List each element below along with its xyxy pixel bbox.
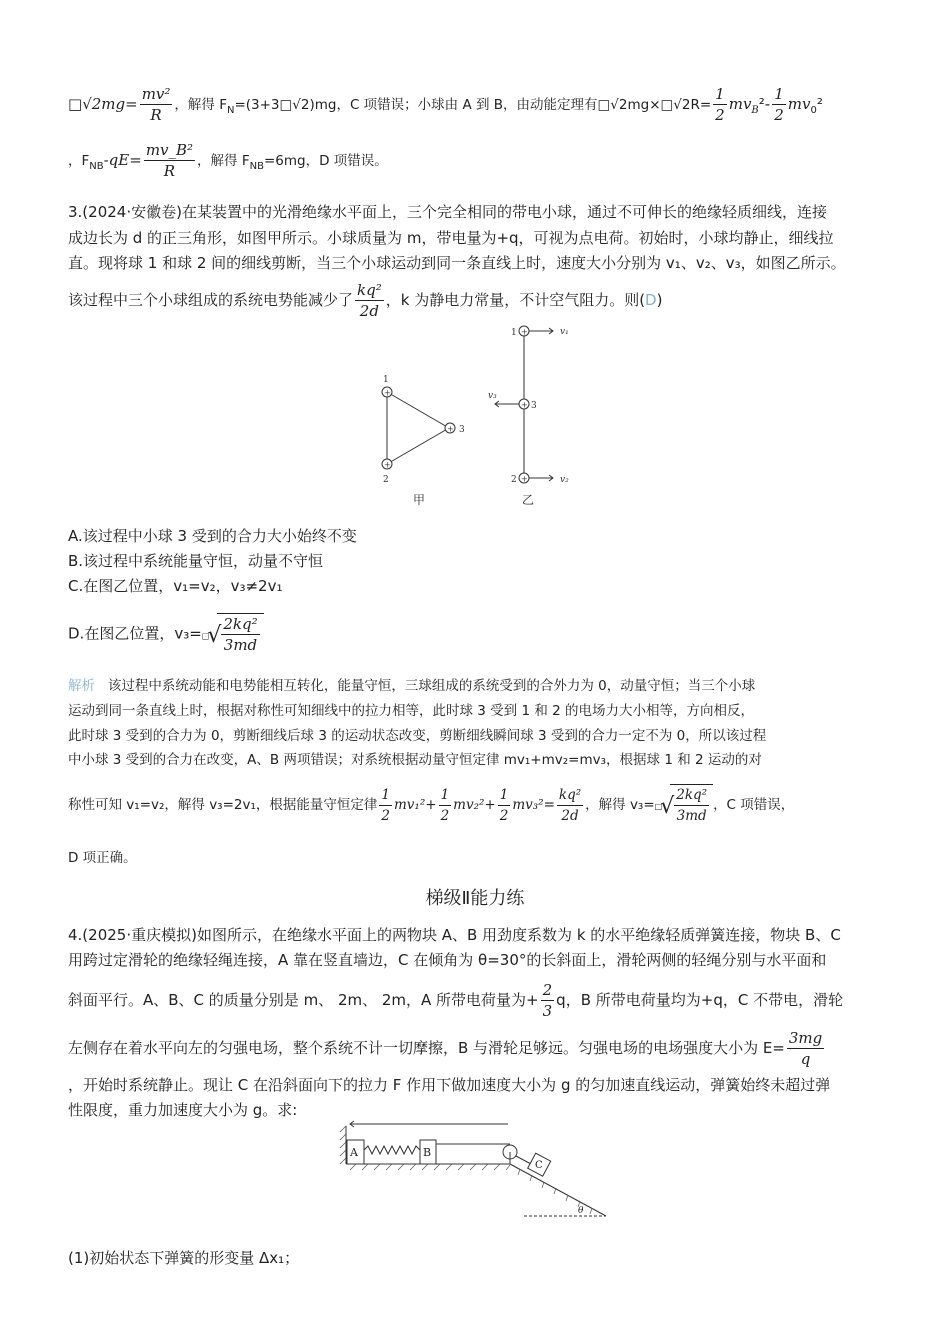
spring [364, 1146, 420, 1154]
label-b: B [423, 1146, 432, 1159]
caption-yi: 乙 [522, 493, 535, 507]
fraction: $\frac{\text{mv²}}{R}$ [141, 85, 171, 124]
answer-letter: D [645, 291, 657, 309]
q4-line-4: 左侧存在着水平向左的匀强电场，整个系统不计一切摩擦，B 与滑轮足够远。匀强电场的电场强度大小为 E= $\frac{3mg}{q}$ [68, 1029, 823, 1068]
svg-text:+: + [447, 424, 454, 434]
label-theta: θ [578, 1206, 584, 1216]
label-c: C [535, 1160, 543, 1171]
velocity-label-v2: v₂ [560, 475, 569, 485]
q3-line-3: 直。现将球 1 和球 2 间的细线剪断，当三个小球运动到同一条直线上时，速度大小分别为 v₁、v₂、v₃，如图乙所示。 [68, 254, 846, 272]
ball-label-1b: 1 [511, 328, 517, 338]
figure-jia-yi [370, 322, 670, 512]
analysis-label: 解析 [68, 678, 95, 694]
solution-line-1: □√2mg= $\frac{\text{mv²}}{R}$ ，解得 $F_N=(3+3□√2)mg$，C 项错误；小球由 A 到 B，由动能定理有□√2mg×□√2R= $\frac{1}{2}$ $mv_B^2-$ $\frac{1}{2}$ $mv_0^2$ [68, 85, 823, 124]
analysis-line-5: 称性可知 v₁=v₂，解得 v₃=2v₁，根据能量守恒定律 $\frac{1}{2}$ mv₁²+ $\frac{1}{2}$ mv₂²+ $\frac{1}{2}$ mv₃²= $\frac{\text{kq²}}{2d}$ ，解得 v₃=□ √ $\frac{\text{2kq²}}{3md}$ ，C 项错误， [68, 784, 794, 826]
q3-line-1: 3.(2024·安徽卷)在某装置中的光滑绝缘水平面上，三个完全相同的带电小球，通过不可伸长的绝缘轻质细线，连接 [68, 203, 827, 221]
svg-text:+: + [521, 400, 528, 410]
q4-line-2: 用跨过定滑轮的绝缘轻绳连接，A 靠在竖直墙边，C 在倾角为 θ=30°的长斜面上，滑轮两侧的轻绳分别与水平面和 [68, 951, 827, 969]
q4-line-6: 性限度，重力加速度大小为 g。求: [68, 1101, 298, 1119]
velocity-label-v3: v₃ [488, 391, 497, 401]
option-d: D.在图乙位置，v₃=□ √ $\frac{\text{2kq²}}{3md}$ [68, 613, 264, 655]
figure-spring-pulley [338, 1118, 618, 1223]
sub-question-1: (1)初始状态下弹簧的形变量 Δx₁； [68, 1249, 300, 1267]
label-a: A [350, 1146, 358, 1159]
velocity-label-v1: v₁ [560, 327, 569, 337]
ball-label-2b: 2 [511, 475, 517, 485]
q3-line-4: 该过程中三个小球组成的系统电势能减少了 $\frac{\text{kq²}}{2d}$ ，k 为静电力常量，不计空气阻力。则(D) [68, 281, 663, 320]
ball-label-3b: 3 [531, 401, 537, 411]
option-b: B.该过程中系统能量守恒，动量不守恒 [68, 552, 324, 570]
svg-text:+: + [384, 460, 391, 470]
analysis-line-1: 解析 该过程中系统动能和电势能相互转化，能量守恒，三球组成的系统受到的合外力为 0，动量守恒；当三个小球 [68, 678, 756, 694]
svg-text:+: + [521, 474, 528, 484]
analysis-line-6: D 项正确。 [68, 850, 137, 866]
caption-jia: 甲 [413, 493, 426, 507]
q4-line-5: ，开始时系统静止。现让 C 在沿斜面向下的拉力 F 作用下做加速度大小为 g 的匀加速直线运动，弹簧始终未超过弹 [68, 1076, 831, 1094]
q3-line-2: 成边长为 d 的正三角形，如图甲所示。小球质量为 m，带电量为+q，可视为点电荷。初始时，小球均静止，细线拉 [68, 229, 834, 247]
q4-line-1: 4.(2025·重庆模拟)如图所示，在绝缘水平面上的两物块 A、B 用劲度系数为 k 的水平绝缘轻质弹簧连接，物块 B、C [68, 926, 841, 944]
q4-line-3: 斜面平行。A、B、C 的质量分别是 m、 2m、 2m，A 所带电荷量为+ $\frac{2}{3}$ q，B 所带电荷量均为+q，C 不带电，滑轮 [68, 981, 844, 1020]
analysis-line-2: 运动到同一条直线上时，根据对称性可知细线中的拉力相等，此时球 3 受到 1 和 2 的电场力大小相等，方向相反， [68, 703, 755, 719]
analysis-line-3: 此时球 3 受到的合力为 0，剪断细线后球 3 的运动状态改变，剪断细线瞬间球 3 受到的合力一定不为 0，所以该过程 [68, 728, 767, 744]
analysis-line-4: 中小球 3 受到的合力在改变，A、B 两项错误；对系统根据动量守恒定律 mv₁+mv₂=mv₃，根据球 1 和 2 运动的对 [68, 752, 762, 768]
triangle-figure [382, 387, 455, 469]
ball-label-1: 1 [383, 375, 389, 385]
svg-text:+: + [521, 327, 528, 337]
svg-text:+: + [384, 388, 391, 398]
ball-label-2: 2 [383, 475, 389, 485]
option-c: C.在图乙位置，v₁=v₂，v₃≠2v₁ [68, 577, 283, 595]
option-a: A.该过程中小球 3 受到的合力大小始终不变 [68, 527, 357, 545]
section-heading: 梯级Ⅱ能力练 [425, 888, 525, 909]
solution-line-2: ，$F_{NB}-qE=$ $\frac{\text{mv\_B²}}{R}$ ，解得 $F_{NB}=6mg$，D 项错误。 [68, 141, 388, 180]
ball-label-3: 3 [459, 425, 465, 435]
